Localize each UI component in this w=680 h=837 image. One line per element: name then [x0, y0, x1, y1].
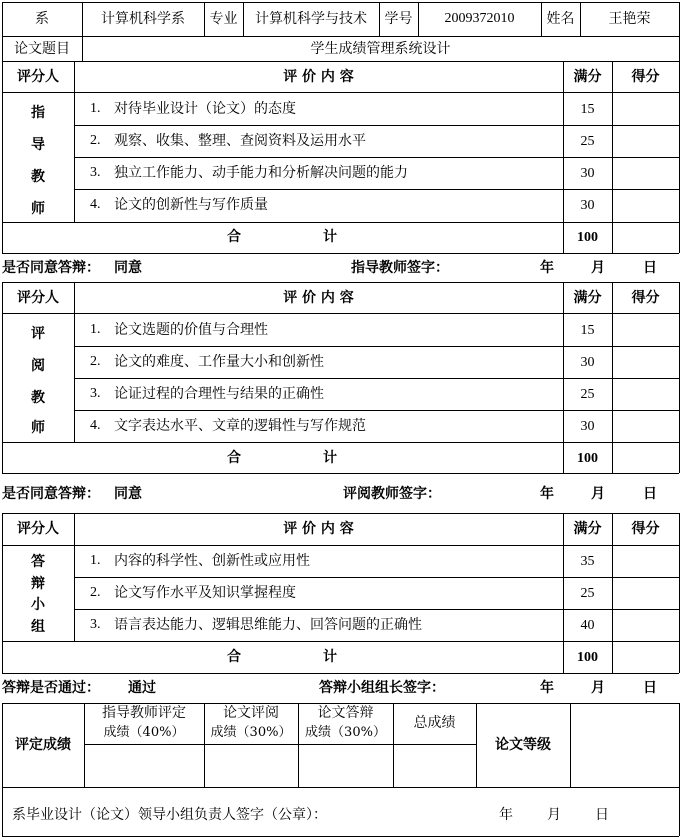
thesis-title-value: 学生成绩管理系统设计	[310, 41, 451, 57]
reviewer-grade-header: 成绩（30%）	[210, 725, 292, 740]
thesis-level-label: 论文等级	[495, 737, 551, 753]
role-char: 教	[31, 169, 45, 185]
item-number: 1.	[90, 553, 101, 568]
total-label: 合	[227, 450, 241, 466]
item-full-score: 30	[580, 355, 595, 370]
item-full-score: 15	[580, 102, 595, 117]
item-text: 独立工作能力、动手能力和分析解决问题的能力	[114, 165, 408, 181]
date-year: 年	[540, 680, 554, 696]
major-label: 专业	[209, 11, 238, 27]
total-label: 合	[227, 229, 241, 245]
advisor-sign-label: 指导教师签字：	[351, 260, 449, 276]
dept-label: 系	[35, 11, 49, 27]
role-char: 评	[31, 326, 45, 342]
item-text: 论文写作水平及知识掌握程度	[114, 585, 296, 601]
total-full-score: 100	[577, 230, 598, 245]
item-text: 文字表达水平、文章的逻辑性与写作规范	[114, 418, 366, 434]
total-full-score: 100	[577, 451, 598, 466]
role-char: 指	[31, 105, 45, 121]
date-year: 年	[499, 807, 513, 823]
role-char: 师	[31, 420, 45, 436]
item-number: 2.	[90, 585, 101, 600]
role-char: 小	[31, 597, 45, 613]
defense-leader-sign-label: 答辩小组组长签字：	[319, 680, 445, 696]
role-char: 导	[31, 137, 45, 153]
col-header-full-score: 满分	[573, 69, 602, 85]
defense-grade-header: 论文答辩	[317, 705, 374, 721]
total-label: 计	[323, 649, 337, 665]
item-full-score: 25	[580, 387, 595, 402]
agree-defense-value: 同意	[114, 260, 142, 276]
col-header-content: 评 价 内 容	[283, 521, 354, 537]
student-name-label: 姓名	[546, 11, 575, 27]
date-month: 月	[591, 486, 605, 502]
col-header-score: 得分	[631, 69, 660, 85]
role-char: 辩	[31, 576, 45, 592]
item-number: 1.	[90, 101, 101, 116]
item-number: 4.	[90, 418, 101, 433]
col-header-evaluator: 评分人	[17, 521, 59, 537]
item-text: 论文的难度、工作量大小和创新性	[114, 354, 324, 370]
item-text: 论文的创新性与写作质量	[114, 197, 268, 213]
date-month: 月	[591, 680, 605, 696]
item-text: 论文选题的价值与合理性	[114, 322, 268, 338]
reviewer-sign-label: 评阅教师签字：	[343, 486, 441, 502]
item-full-score: 30	[580, 166, 595, 181]
advisor-grade-header: 指导教师评定	[102, 705, 186, 721]
date-month: 月	[591, 260, 605, 276]
date-day: 日	[643, 680, 657, 696]
major-value: 计算机科学与技术	[255, 11, 367, 27]
total-label: 合	[227, 649, 241, 665]
item-number: 1.	[90, 322, 101, 337]
item-text: 论证过程的合理性与结果的正确性	[114, 386, 324, 402]
col-header-content: 评 价 内 容	[283, 290, 354, 306]
item-number: 2.	[90, 354, 101, 369]
total-full-score: 100	[577, 650, 598, 665]
item-full-score: 25	[580, 586, 595, 601]
item-full-score: 35	[580, 554, 595, 569]
dept-leader-sign-label: 系毕业设计（论文）领导小组负责人签字（公章）：	[12, 807, 327, 823]
agree-defense-value: 同意	[114, 486, 142, 502]
date-year: 年	[540, 260, 554, 276]
item-full-score: 25	[580, 134, 595, 149]
final-grade-label: 评定成绩	[15, 737, 71, 753]
date-day: 日	[643, 486, 657, 502]
item-number: 3.	[90, 386, 101, 401]
role-char: 答	[31, 554, 45, 570]
col-header-score: 得分	[631, 521, 660, 537]
student-name-value: 王艳荣	[608, 11, 651, 27]
role-char: 教	[31, 390, 45, 406]
student-id-value: 2009372010	[444, 11, 515, 26]
item-text: 观察、收集、整理、查阅资料及运用水平	[114, 133, 366, 149]
col-header-full-score: 满分	[573, 290, 602, 306]
defense-pass-label: 答辩是否通过：	[2, 680, 100, 696]
agree-defense-label: 是否同意答辩：	[2, 486, 100, 502]
role-char: 组	[31, 619, 45, 635]
total-label: 计	[323, 229, 337, 245]
date-month: 月	[547, 807, 561, 823]
item-number: 2.	[90, 133, 101, 148]
date-day: 日	[595, 807, 609, 823]
item-full-score: 30	[580, 198, 595, 213]
item-number: 4.	[90, 197, 101, 212]
item-text: 语言表达能力、逻辑思维能力、回答问题的正确性	[114, 617, 422, 633]
item-text: 对待毕业设计（论文）的态度	[114, 101, 296, 117]
item-full-score: 15	[580, 323, 595, 338]
defense-grade-header: 成绩（30%）	[305, 725, 386, 740]
col-header-score: 得分	[631, 290, 660, 306]
item-number: 3.	[90, 165, 101, 180]
col-header-full-score: 满分	[573, 521, 602, 537]
item-full-score: 30	[580, 419, 595, 434]
total-grade-header: 总成绩	[413, 715, 456, 731]
col-header-evaluator: 评分人	[17, 69, 59, 85]
role-char: 阅	[31, 358, 45, 374]
item-text: 内容的科学性、创新性或应用性	[114, 553, 310, 569]
item-full-score: 40	[580, 618, 595, 633]
reviewer-grade-header: 论文评阅	[223, 705, 279, 721]
date-year: 年	[540, 486, 554, 502]
student-id-label: 学号	[384, 11, 413, 27]
defense-pass-value: 通过	[128, 680, 156, 696]
col-header-content: 评 价 内 容	[283, 69, 354, 85]
dept-value: 计算机科学系	[101, 11, 185, 27]
date-day: 日	[643, 260, 657, 276]
advisor-grade-header: 成绩（40%）	[103, 725, 185, 740]
agree-defense-label: 是否同意答辩：	[2, 260, 100, 276]
col-header-evaluator: 评分人	[17, 290, 59, 306]
role-char: 师	[31, 201, 45, 217]
thesis-title-label: 论文题目	[14, 41, 70, 57]
total-label: 计	[323, 450, 337, 466]
item-number: 3.	[90, 617, 101, 632]
